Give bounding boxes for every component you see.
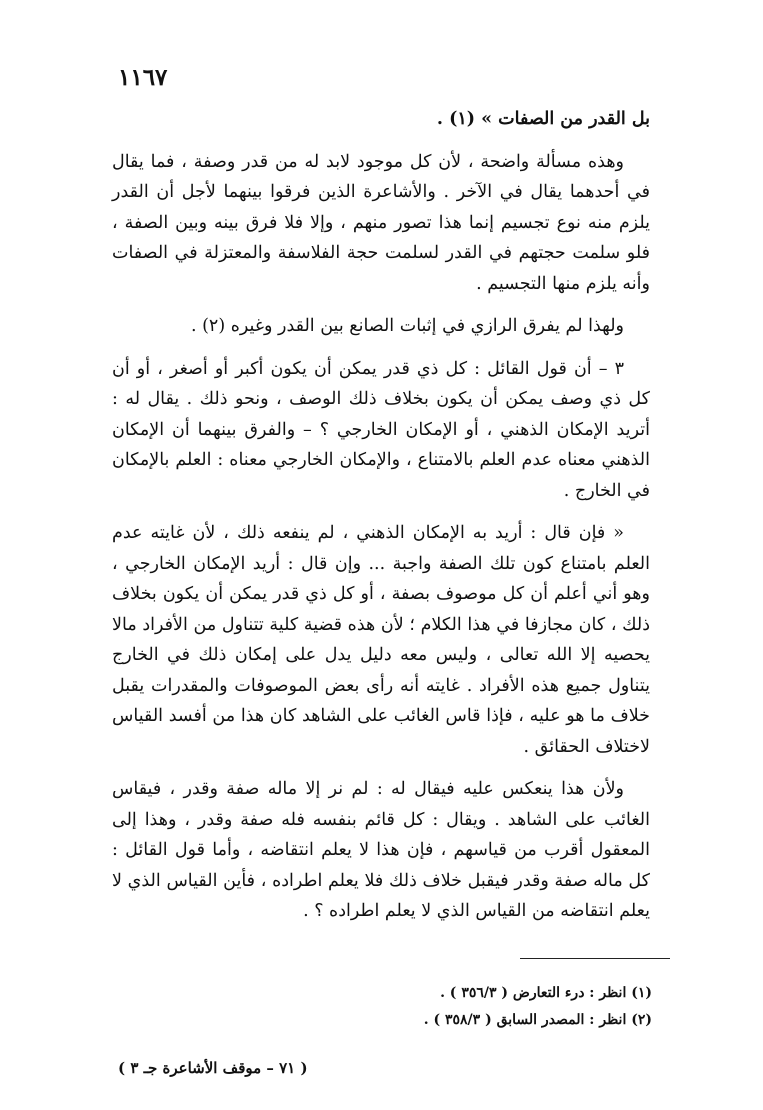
footnote-2: (٢) انظر : المصدر السابق ( ٣٥٨/٣ ) . xyxy=(423,1012,652,1028)
paragraph-5: ولأن هذا ينعكس عليه فيقال له : لم نر إلا ماله صفة وقدر ، فيقاس الغائب على الشاهد . ويقال : كل قائم بنفسه فله صفة وقدر ، وهذا إلى المعقول أقرب من قياسهم ، فإن هذا لا يعلم انتقاضه ، وأما قول القائل : كل ماله صفة وقدر فيقبل خلاف ذلك فلا يعلم اطراده ، فأين القياس الذي لا يعلم انتقاضه من القياس الذي لا يعلم اطراده ؟ . xyxy=(112,779,650,921)
main-text xyxy=(112,104,650,939)
paragraph-2: ولهذا لم يفرق الرازي في إثبات الصانع بين القدر وغيره (٢) . xyxy=(190,316,624,336)
paragraph-4: « فإن قال : أريد به الإمكان الذهني ، لم ينفعه ذلك ، لأن غايته عدم العلم بامتناع كون تلك الصفة واجبة ... وإن قال : أريد الإمكان الخارجي ، وهو أني أعلم أن كل موصوف بصفة ، أو كل ذي قدر يمكن أن يكون بخلاف ذلك ، كان مجازفا في هذا الكلام ؛ لأن هذه قضية كلية تتناول من الأفراد مالا يحصيه إلا الله تعالى ، وليس معه دليل يدل على إمكان ذلك في الخارج يتناول جميع هذه الأفراد . غايته أنه رأى بعض الموصوفات والمقدرات يقبل خلاف ما هو عليه ، فإذا قاس الغائب على الشاهد كان هذا من أفسد القياس لاختلاف الحقائق . xyxy=(112,523,650,757)
page-number: ١١٦٧ xyxy=(118,64,168,91)
footnote-divider xyxy=(520,958,670,959)
footnote-1: (١) انظر : درء التعارض ( ٣٥٦/٣ ) . xyxy=(440,985,652,1001)
paragraph-1: وهذه مسألة واضحة ، لأن كل موجود لابد له من قدر وصفة ، فما يقال في أحدهما يقال في الآخر . والأشاعرة الذين فرقوا بينهما لأجل أن القدر يلزم منه نوع تجسيم إنما هذا تصور منهم ، وإلا فلا فرق بينه وبين الصفة ، فلو سلمت حجتهم في القدر لسلمت حجة الفلاسفة والمعتزلة في الصفات وأنه يلزم منها التجسيم . xyxy=(112,151,650,294)
continuation-line: بل القدر من الصفات » (١) . xyxy=(436,109,650,129)
signature-footer: ( ٧١ – موقف الأشاعرة جـ ٣ ) xyxy=(118,1059,308,1077)
paragraph-3: ٣ – أن قول القائل : كل ذي قدر يمكن أن يكون أكبر أو أصغر ، أو أن كل ذي وصف يمكن أن يكون بخلاف ذلك الوصف ، ونحو ذلك . يقال له : أتريد الإمكان الذهني ، أو الإمكان الخارجي ؟ – والفرق بينهما أن الإمكان الذهني معناه عدم العلم بالامتناع ، والإمكان الخارجي معناه : العلم بالإمكان في الخارج . xyxy=(112,358,650,501)
footnotes xyxy=(300,980,652,1034)
